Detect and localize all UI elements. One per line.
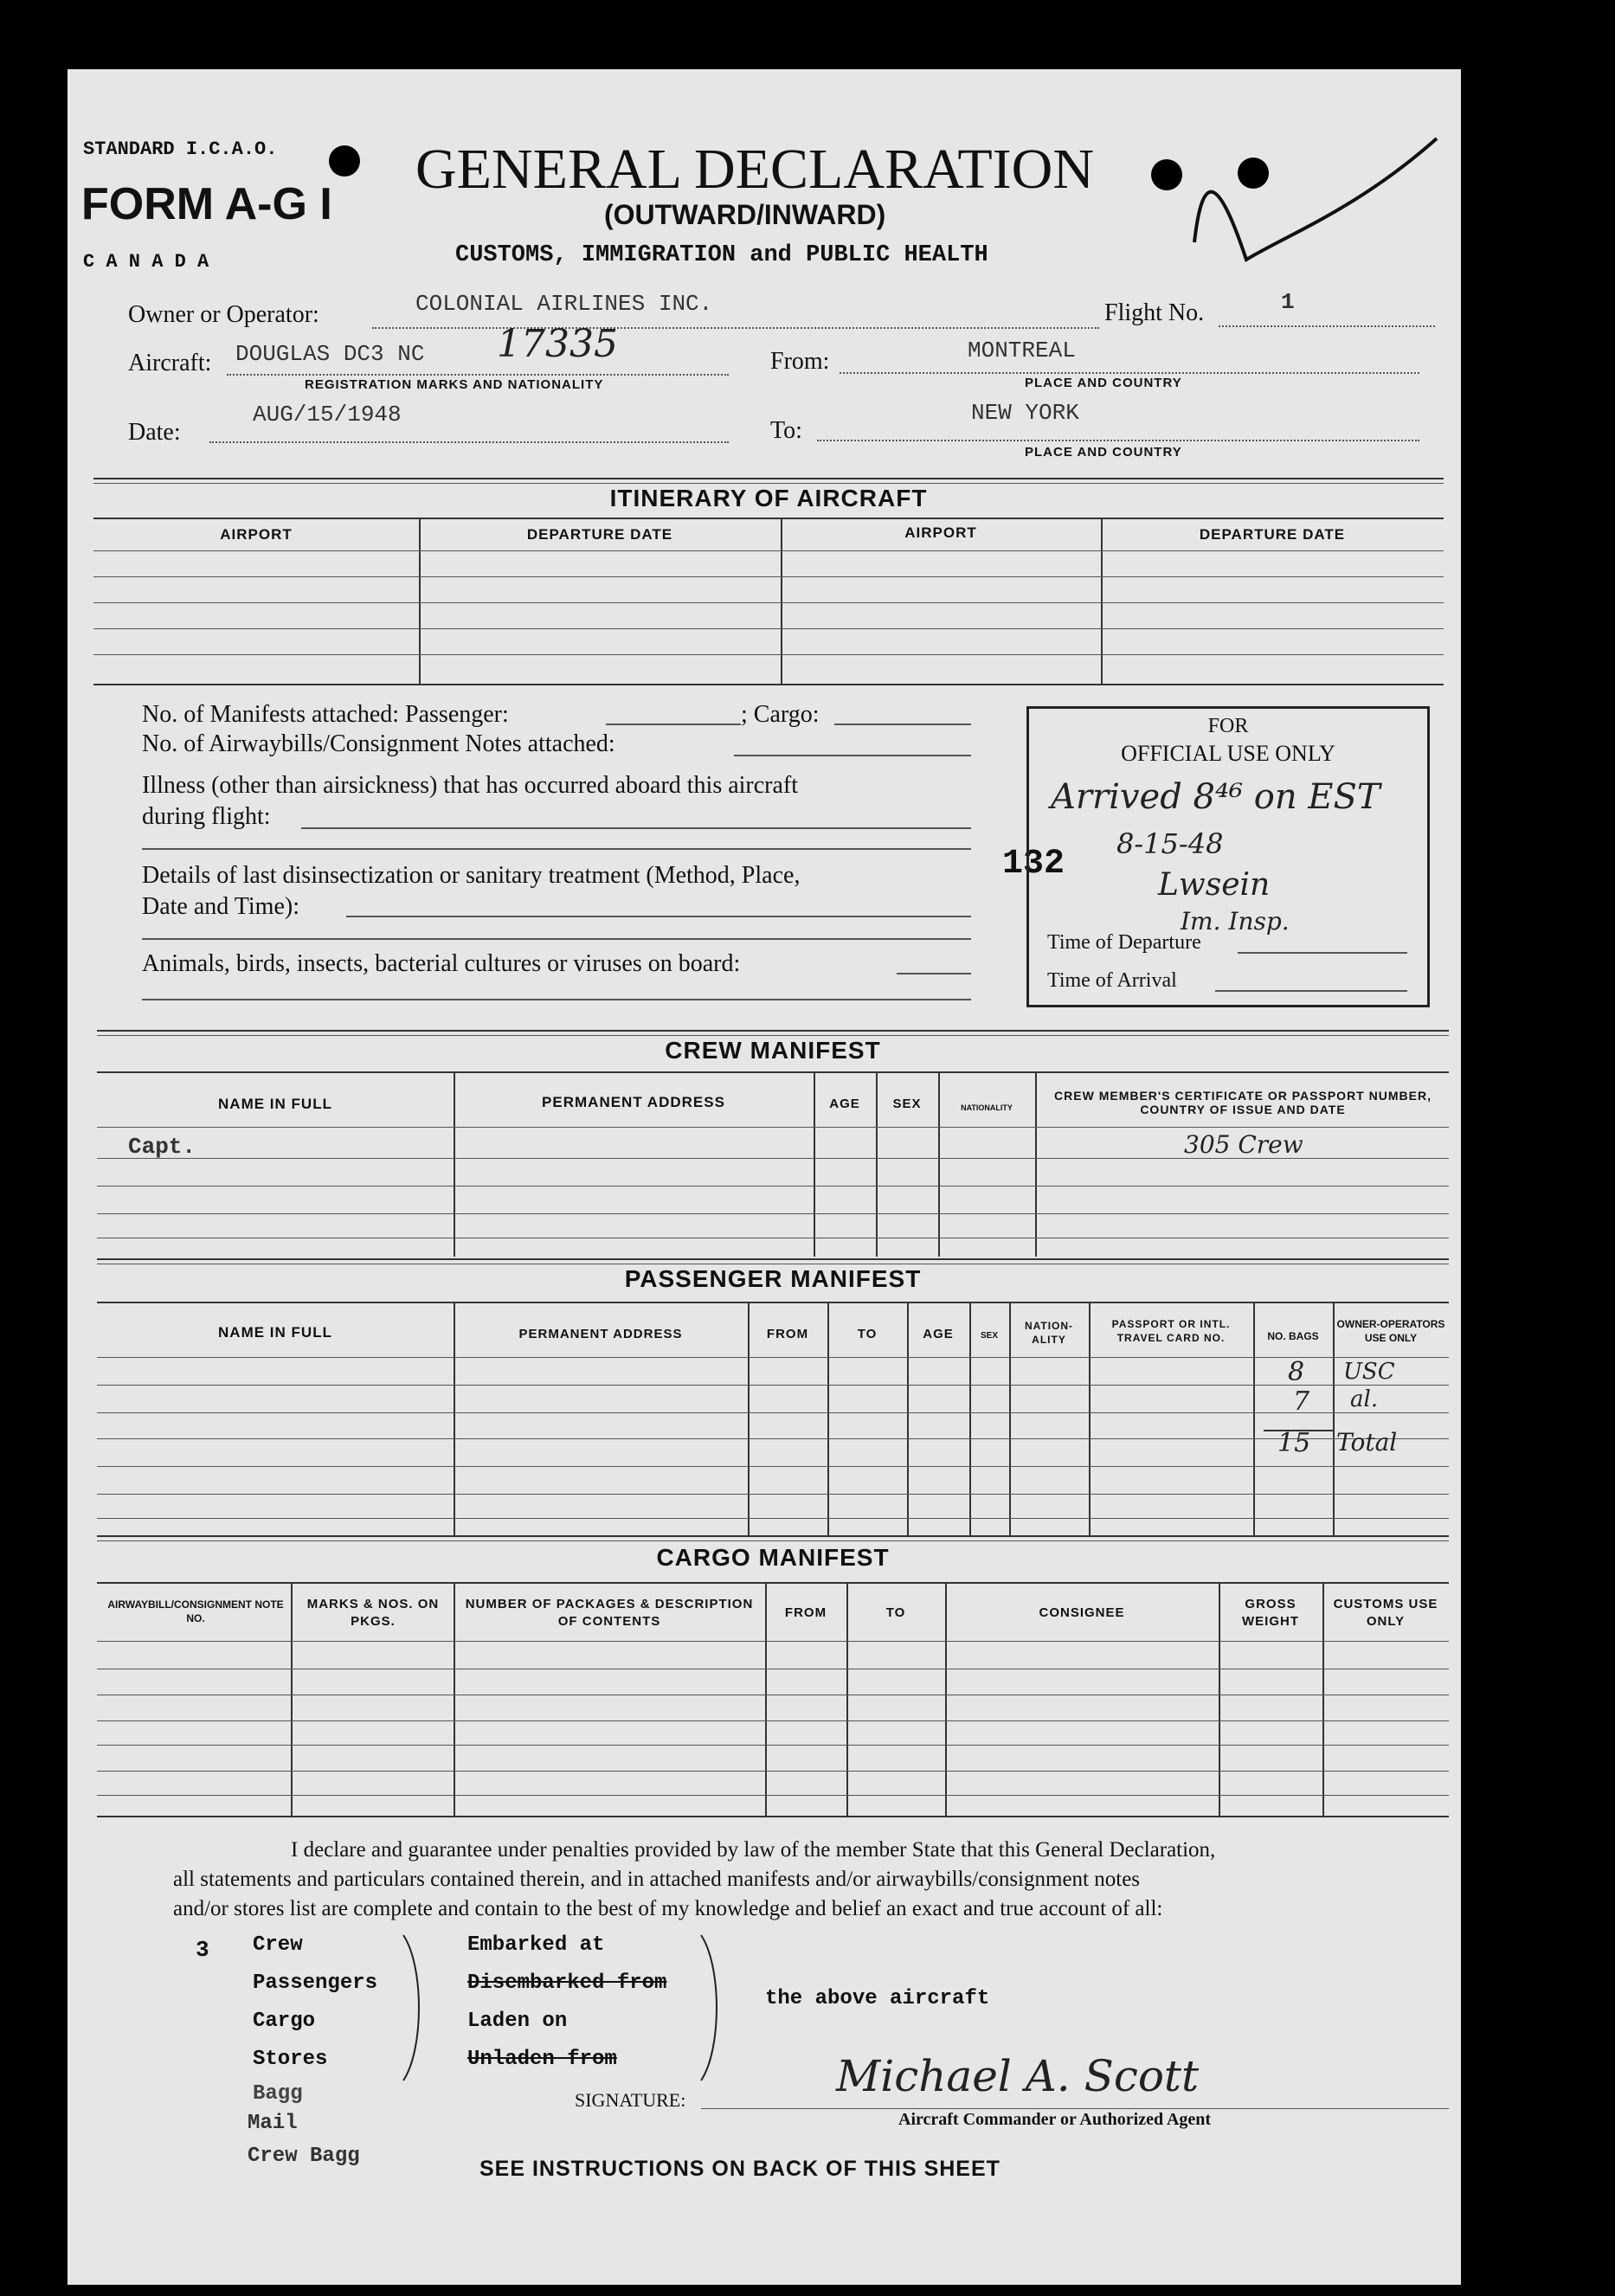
action-unladen: Unladen from — [467, 2048, 617, 2071]
date-label: Date: — [128, 419, 181, 446]
crew-col-age: AGE — [829, 1097, 860, 1111]
cargo-col-airwaybill: AIRWAYBILL/CONSIGNMENT NOTE NO. — [107, 1598, 284, 1624]
pax-col-to: TO — [857, 1327, 878, 1341]
standard-label: STANDARD I.C.A.O. — [83, 138, 278, 160]
left-bracket — [398, 1932, 433, 2084]
pax-col-owner: OWNER-OPERATORS USE ONLY — [1336, 1318, 1445, 1344]
crew-col-nationality: NATIONALITY — [961, 1103, 1013, 1112]
country-label: C A N A D A — [83, 251, 209, 273]
cargo-col-marks: MARKS & NOS. ON PKGS. — [306, 1597, 440, 1629]
illness-label-2: during flight: — [142, 803, 271, 830]
date-value: AUG/15/1948 — [253, 402, 402, 428]
instructions-note: SEE INSTRUCTIONS ON BACK OF THIS SHEET — [479, 2157, 1001, 2181]
official-hand-initials: Lwsein — [1158, 867, 1271, 903]
aircraft-underline — [227, 374, 729, 376]
place-caption: PLACE AND COUNTRY — [1025, 376, 1182, 390]
bags-note-1: USC — [1343, 1359, 1395, 1385]
pax-col-name: NAME IN FULL — [218, 1324, 332, 1341]
cargo-col-customs: CUSTOMS USE ONLY — [1333, 1597, 1438, 1629]
pax-col-passport: PASSPORT OR INTL. TRAVEL CARD NO. — [1111, 1318, 1231, 1344]
aircraft-reg-handwritten: 17335 — [497, 322, 618, 366]
signature-handwritten: Michael A. Scott — [836, 2051, 1200, 2101]
item-cargo: Cargo — [253, 2010, 316, 2033]
manifests-label: No. of Manifests attached: Passenger: — [142, 701, 509, 728]
cargo-col-from: FROM — [784, 1605, 827, 1620]
pax-col-age: AGE — [923, 1327, 954, 1341]
itinerary-col-airport-2: AIRPORT — [904, 524, 977, 541]
airwaybills-label: No. of Airwaybills/Consignment Notes attached: — [142, 730, 615, 757]
pax-col-address: PERMANENT ADDRESS — [518, 1327, 683, 1341]
declaration-line-1: I declare and guarantee under penalties provided by law of the member State that this General Declaration, — [291, 1838, 1216, 1862]
itinerary-col-airport: AIRPORT — [220, 526, 293, 543]
bags-count-1: 8 — [1288, 1357, 1305, 1387]
punch-hole — [329, 145, 360, 177]
from-underline — [840, 372, 1419, 374]
official-for: FOR — [1207, 715, 1249, 737]
bags-note-2: al. — [1350, 1386, 1379, 1412]
flight-no-label: Flight No. — [1104, 299, 1205, 326]
item-crew: Crew — [253, 1933, 303, 1957]
disinsect-label-2: Date and Time): — [142, 893, 299, 920]
owner-label: Owner or Operator: — [128, 301, 319, 328]
action-laden: Laden on — [467, 2010, 568, 2033]
cargo-col-to: TO — [885, 1605, 906, 1620]
bags-count-3: 15 — [1277, 1428, 1311, 1458]
crew-row1-name: Capt. — [128, 1134, 196, 1160]
form-subtitle-2: CUSTOMS, IMMIGRATION and PUBLIC HEALTH — [455, 242, 988, 268]
itinerary-col-departure-2: DEPARTURE DATE — [1199, 526, 1346, 543]
action-disembarked: Disembarked from — [467, 1971, 667, 1995]
form-subtitle: (OUTWARD/INWARD) — [604, 199, 886, 230]
signature-label: SIGNATURE: — [575, 2089, 686, 2111]
official-hand-arrived: Arrived 8⁴⁶ on EST — [1051, 777, 1380, 817]
declaration-line-2: all statements and particulars contained therein, and in attached manifests and/or airwaybills/consignment notes — [173, 1868, 1141, 1891]
time-arrival-label: Time of Arrival — [1047, 969, 1177, 992]
crew-col-sex: SEX — [892, 1097, 922, 1111]
to-value: NEW YORK — [971, 400, 1079, 426]
checkmark-scribble — [1186, 130, 1445, 268]
aircraft-label: Aircraft: — [128, 350, 212, 376]
passenger-title: PASSENGER MANIFEST — [624, 1265, 922, 1292]
official-hand-date: 8-15-48 — [1116, 827, 1224, 860]
right-bracket — [692, 1932, 727, 2084]
from-value: MONTREAL — [968, 338, 1076, 363]
bags-note-3: Total — [1336, 1428, 1398, 1457]
aircraft-value: DOUGLAS DC3 NC — [235, 341, 425, 367]
item-stores: Stores — [253, 2048, 328, 2071]
item-passengers: Passengers — [253, 1971, 378, 1995]
crew-title: CREW MANIFEST — [665, 1037, 881, 1064]
crew-count: 3 — [196, 1937, 209, 1963]
item-crew-bagg: Crew Bagg — [248, 2145, 360, 2168]
date-underline — [209, 441, 729, 443]
official-use-only: OFFICIAL USE ONLY — [1121, 741, 1335, 766]
crew-col-certificate: CREW MEMBER'S CERTIFICATE OR PASSPORT NUMBER, COUNTRY OF ISSUE AND DATE — [1054, 1089, 1432, 1116]
flight-no-underline — [1219, 325, 1435, 327]
punch-hole — [1151, 159, 1182, 190]
to-label: To: — [770, 417, 802, 444]
bags-count-2: 7 — [1293, 1386, 1310, 1417]
signature-caption: Aircraft Commander or Authorized Agent — [898, 2110, 1212, 2129]
declaration-line-3: and/or stores list are complete and contain to the best of my knowledge and belief an exact and true account of all: — [173, 1897, 1163, 1920]
cargo-title: CARGO MANIFEST — [656, 1544, 890, 1571]
animals-label: Animals, birds, insects, bacterial cultures or viruses on board: — [142, 950, 741, 977]
place-caption-2: PLACE AND COUNTRY — [1025, 445, 1182, 460]
crew-col-address: PERMANENT ADDRESS — [542, 1094, 725, 1110]
form-title: GENERAL DECLARATION — [415, 138, 1094, 201]
item-mail: Mail — [248, 2112, 298, 2135]
crew-row1-cert: 305 Crew — [1184, 1130, 1303, 1159]
crew-col-name: NAME IN FULL — [218, 1096, 332, 1112]
above-aircraft: the above aircraft — [765, 1987, 990, 2010]
cargo-col-weight: GROSS WEIGHT — [1242, 1597, 1299, 1629]
disinsect-label-1: Details of last disinsectization or sanitary treatment (Method, Place, — [142, 862, 801, 889]
owner-underline — [372, 327, 1099, 329]
time-departure-label: Time of Departure — [1047, 931, 1201, 954]
itinerary-col-departure: DEPARTURE DATE — [526, 526, 673, 543]
reg-caption: REGISTRATION MARKS AND NATIONALITY — [305, 377, 604, 392]
flight-no-value: 1 — [1281, 289, 1295, 315]
pax-col-nationality: NATION-ALITY — [1024, 1320, 1074, 1346]
from-label: From: — [770, 348, 830, 375]
form-number: FORM A-G I — [81, 179, 332, 229]
item-bagg: Bagg — [253, 2082, 303, 2106]
pax-col-from: FROM — [766, 1327, 809, 1341]
pax-col-bags: NO. BAGS — [1267, 1330, 1319, 1342]
to-underline — [817, 440, 1419, 441]
cargo-col-consignee: CONSIGNEE — [1039, 1605, 1125, 1620]
itinerary-title: ITINERARY OF AIRCRAFT — [609, 485, 928, 511]
illness-label-1: Illness (other than airsickness) that has occurred aboard this aircraft — [142, 772, 799, 799]
owner-value: COLONIAL AIRLINES INC. — [415, 291, 713, 317]
cargo-label: ; Cargo: — [741, 701, 820, 728]
stamp-number: 132 — [1002, 845, 1065, 884]
cargo-col-packages: NUMBER OF PACKAGES & DESCRIPTION OF CONTENTS — [465, 1597, 754, 1629]
official-hand-title: Im. Insp. — [1181, 907, 1290, 936]
action-embarked: Embarked at — [467, 1933, 605, 1957]
pax-col-sex: SEX — [980, 1331, 998, 1341]
